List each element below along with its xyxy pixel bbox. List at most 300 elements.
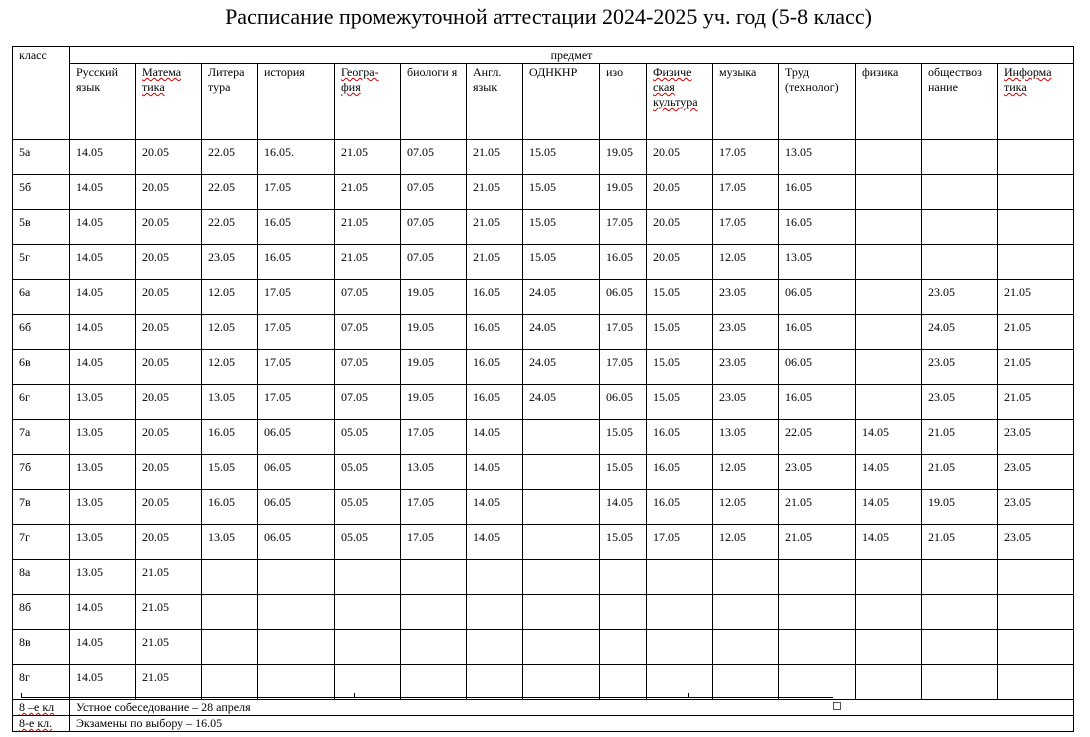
class-cell: 5г (13, 245, 70, 280)
ruler-tick (21, 693, 22, 698)
date-cell: 17.05 (401, 490, 467, 525)
date-cell: 14.05 (856, 420, 922, 455)
date-cell (713, 560, 779, 595)
date-cell: 21.05 (998, 280, 1074, 315)
date-cell: 14.05 (70, 595, 136, 630)
class-row (13, 280, 1074, 315)
date-cell: 14.05 (70, 350, 136, 385)
date-cell (523, 525, 600, 560)
date-cell: 14.05 (70, 315, 136, 350)
date-cell (467, 630, 523, 665)
date-cell: 06.05 (258, 525, 335, 560)
date-cell: 21.05 (998, 385, 1074, 420)
date-cell (401, 630, 467, 665)
date-cell (523, 665, 600, 700)
date-cell: 19.05 (600, 175, 647, 210)
date-cell (922, 245, 998, 280)
date-cell: 21.05 (779, 525, 856, 560)
subject-label: Русский язык (76, 65, 118, 94)
date-cell (922, 595, 998, 630)
date-cell (998, 560, 1074, 595)
date-cell: 23.05 (713, 280, 779, 315)
date-cell: 21.05 (335, 210, 401, 245)
class-cell: 5а (13, 140, 70, 175)
date-cell (202, 630, 258, 665)
class-row (13, 175, 1074, 210)
date-cell: 16.05 (467, 315, 523, 350)
date-cell: 21.05 (998, 350, 1074, 385)
date-cell (401, 560, 467, 595)
date-cell: 15.05 (202, 455, 258, 490)
date-cell: 15.05 (647, 280, 713, 315)
page-title: Расписание промежуточной аттестации 2024-2025 уч. год (5-8 класс) (225, 4, 872, 29)
subject-header (467, 64, 523, 140)
date-cell (856, 210, 922, 245)
date-cell: 20.05 (136, 245, 202, 280)
date-cell: 13.05 (713, 420, 779, 455)
date-cell: 17.05 (258, 385, 335, 420)
date-cell (856, 595, 922, 630)
date-cell: 23.05 (713, 315, 779, 350)
date-cell (401, 595, 467, 630)
date-cell: 14.05 (70, 665, 136, 700)
date-cell: 06.05 (600, 280, 647, 315)
date-cell: 19.05 (401, 315, 467, 350)
date-cell: 12.05 (713, 245, 779, 280)
date-cell: 24.05 (523, 385, 600, 420)
date-cell: 23.05 (202, 245, 258, 280)
class-row (13, 315, 1074, 350)
date-cell: 19.05 (401, 385, 467, 420)
date-cell: 21.05 (467, 175, 523, 210)
date-cell: 05.05 (335, 490, 401, 525)
date-cell: 06.05 (258, 420, 335, 455)
date-cell: 24.05 (523, 280, 600, 315)
date-cell (856, 630, 922, 665)
date-cell: 23.05 (998, 490, 1074, 525)
date-cell: 12.05 (202, 350, 258, 385)
date-cell: 16.05 (202, 420, 258, 455)
date-cell: 15.05 (523, 140, 600, 175)
date-cell: 13.05 (70, 560, 136, 595)
date-cell: 17.05 (258, 175, 335, 210)
date-cell (523, 455, 600, 490)
date-cell: 16.05 (779, 315, 856, 350)
subject-label: Информа тика (1004, 65, 1052, 94)
date-cell (467, 560, 523, 595)
date-cell: 16.05 (202, 490, 258, 525)
class-cell: 7г (13, 525, 70, 560)
class-cell: 8г (13, 665, 70, 700)
date-cell: 21.05 (467, 210, 523, 245)
header-row (13, 47, 1074, 64)
date-cell (335, 560, 401, 595)
date-cell: 22.05 (202, 140, 258, 175)
date-cell (713, 665, 779, 700)
date-cell (713, 595, 779, 630)
date-cell: 07.05 (335, 315, 401, 350)
date-cell (713, 630, 779, 665)
class-cell: 8б (13, 595, 70, 630)
date-cell: 20.05 (136, 525, 202, 560)
date-cell: 21.05 (779, 490, 856, 525)
date-cell (258, 560, 335, 595)
subject-label: биологи я (407, 65, 458, 79)
class-row (13, 665, 1074, 700)
date-cell (202, 595, 258, 630)
date-cell (401, 665, 467, 700)
date-cell (600, 665, 647, 700)
date-cell: 14.05 (70, 280, 136, 315)
class-cell: 6в (13, 350, 70, 385)
subject-header (647, 64, 713, 140)
ruler-tick (354, 693, 355, 698)
date-cell: 20.05 (136, 490, 202, 525)
date-cell: 17.05 (258, 315, 335, 350)
date-cell: 21.05 (467, 140, 523, 175)
class-header-cell: класс (13, 47, 70, 140)
date-cell (647, 630, 713, 665)
date-cell: 12.05 (713, 525, 779, 560)
class-cell: 7в (13, 490, 70, 525)
date-cell: 23.05 (713, 385, 779, 420)
date-cell: 12.05 (202, 315, 258, 350)
date-cell (922, 665, 998, 700)
date-cell: 21.05 (467, 245, 523, 280)
class-row (13, 140, 1074, 175)
class-row (13, 420, 1074, 455)
date-cell: 20.05 (647, 140, 713, 175)
subject-label: Англ. язык (473, 65, 502, 94)
date-cell: 19.05 (922, 490, 998, 525)
date-cell (335, 595, 401, 630)
date-cell: 20.05 (647, 245, 713, 280)
class-row (13, 210, 1074, 245)
date-cell: 14.05 (467, 420, 523, 455)
date-cell: 16.05 (647, 490, 713, 525)
date-cell: 07.05 (401, 210, 467, 245)
date-cell: 24.05 (922, 315, 998, 350)
date-cell: 14.05 (856, 490, 922, 525)
date-cell (856, 280, 922, 315)
subject-label: история (264, 65, 305, 79)
date-cell: 17.05 (258, 350, 335, 385)
class-row (13, 560, 1074, 595)
date-cell (998, 140, 1074, 175)
date-cell: 21.05 (136, 560, 202, 595)
date-cell: 16.05. (258, 140, 335, 175)
date-cell: 15.05 (523, 175, 600, 210)
date-cell: 21.05 (922, 455, 998, 490)
date-cell: 14.05 (70, 175, 136, 210)
date-cell: 20.05 (136, 210, 202, 245)
date-cell: 20.05 (136, 175, 202, 210)
date-cell: 14.05 (856, 455, 922, 490)
date-cell: 16.05 (258, 245, 335, 280)
date-cell: 21.05 (136, 665, 202, 700)
date-cell: 13.05 (779, 245, 856, 280)
date-cell: 20.05 (136, 280, 202, 315)
class-cell: 8в (13, 630, 70, 665)
date-cell (922, 560, 998, 595)
date-cell: 13.05 (70, 420, 136, 455)
date-cell: 15.05 (647, 315, 713, 350)
date-cell (856, 350, 922, 385)
date-cell: 21.05 (335, 245, 401, 280)
date-cell (523, 420, 600, 455)
date-cell (998, 630, 1074, 665)
note-label-text: 8 –е кл (19, 700, 55, 714)
date-cell (922, 140, 998, 175)
subject-header (202, 64, 258, 140)
date-cell: 14.05 (467, 490, 523, 525)
class-row (13, 385, 1074, 420)
subject-header (70, 64, 136, 140)
subject-label: обществоз нание (928, 65, 982, 94)
date-cell: 13.05 (70, 455, 136, 490)
date-cell: 20.05 (136, 385, 202, 420)
date-cell (856, 315, 922, 350)
date-cell: 06.05 (779, 350, 856, 385)
date-cell: 07.05 (335, 385, 401, 420)
date-cell: 15.05 (600, 525, 647, 560)
subject-header (401, 64, 467, 140)
date-cell: 16.05 (779, 210, 856, 245)
class-cell: 8а (13, 560, 70, 595)
subject-label: Матема тика (142, 65, 182, 94)
date-cell: 19.05 (401, 350, 467, 385)
subject-header (922, 64, 998, 140)
date-cell: 16.05 (467, 385, 523, 420)
note-text: Устное собеседование – 28 апреля (70, 700, 1074, 716)
date-cell: 16.05 (467, 350, 523, 385)
subject-header-cell: предмет (70, 47, 1074, 64)
date-cell: 17.05 (713, 210, 779, 245)
ruler-line (21, 697, 833, 698)
subject-header (856, 64, 922, 140)
date-cell: 20.05 (647, 210, 713, 245)
schedule-table (12, 46, 1074, 732)
date-cell (779, 665, 856, 700)
date-cell: 06.05 (779, 280, 856, 315)
date-cell: 14.05 (856, 525, 922, 560)
date-cell: 16.05 (600, 245, 647, 280)
date-cell: 16.05 (647, 420, 713, 455)
date-cell: 22.05 (202, 175, 258, 210)
date-cell (998, 595, 1074, 630)
date-cell: 14.05 (70, 140, 136, 175)
date-cell (856, 245, 922, 280)
date-cell (202, 665, 258, 700)
date-cell: 22.05 (202, 210, 258, 245)
note-label (13, 716, 70, 732)
date-cell (600, 560, 647, 595)
class-cell: 6г (13, 385, 70, 420)
date-cell: 22.05 (779, 420, 856, 455)
note-label (13, 700, 70, 716)
subject-header (136, 64, 202, 140)
date-cell: 21.05 (335, 175, 401, 210)
date-cell (998, 210, 1074, 245)
date-cell (335, 665, 401, 700)
date-cell: 17.05 (401, 420, 467, 455)
date-cell: 12.05 (202, 280, 258, 315)
date-cell (922, 210, 998, 245)
class-row (13, 350, 1074, 385)
date-cell (856, 140, 922, 175)
subject-header (335, 64, 401, 140)
date-cell: 21.05 (922, 420, 998, 455)
date-cell (523, 560, 600, 595)
date-cell: 17.05 (713, 140, 779, 175)
date-cell: 13.05 (70, 490, 136, 525)
date-cell (523, 490, 600, 525)
note-text: Экзамены по выбору – 16.05 (70, 716, 1074, 732)
date-cell: 07.05 (335, 280, 401, 315)
class-cell: 6б (13, 315, 70, 350)
date-cell (998, 175, 1074, 210)
date-cell: 06.05 (258, 455, 335, 490)
date-cell: 20.05 (136, 140, 202, 175)
date-cell: 24.05 (523, 350, 600, 385)
date-cell: 23.05 (922, 280, 998, 315)
date-cell: 15.05 (600, 455, 647, 490)
date-cell (647, 595, 713, 630)
date-cell: 21.05 (136, 595, 202, 630)
date-cell (779, 595, 856, 630)
date-cell: 17.05 (600, 210, 647, 245)
date-cell: 23.05 (713, 350, 779, 385)
date-cell (202, 560, 258, 595)
date-cell: 13.05 (401, 455, 467, 490)
date-cell: 15.05 (523, 245, 600, 280)
class-cell: 7б (13, 455, 70, 490)
subject-names-row (13, 64, 1074, 140)
date-cell: 16.05 (779, 385, 856, 420)
date-cell (998, 665, 1074, 700)
subject-header (713, 64, 779, 140)
subject-label: физика (862, 65, 899, 79)
date-cell (600, 595, 647, 630)
date-cell: 16.05 (258, 210, 335, 245)
date-cell: 20.05 (136, 455, 202, 490)
date-cell (856, 385, 922, 420)
date-cell: 15.05 (523, 210, 600, 245)
date-cell: 13.05 (202, 385, 258, 420)
date-cell (922, 175, 998, 210)
resize-handle[interactable] (833, 702, 841, 710)
class-cell: 5б (13, 175, 70, 210)
date-cell: 21.05 (136, 630, 202, 665)
subject-label: ОДНКНР (529, 65, 578, 79)
date-cell (258, 630, 335, 665)
date-cell: 23.05 (922, 385, 998, 420)
subject-label: Литера тура (208, 65, 245, 94)
date-cell: 24.05 (523, 315, 600, 350)
note-label-text: 8-е кл. (19, 716, 53, 730)
date-cell: 17.05 (647, 525, 713, 560)
date-cell: 16.05 (647, 455, 713, 490)
date-cell: 19.05 (401, 280, 467, 315)
class-cell: 6а (13, 280, 70, 315)
date-cell: 05.05 (335, 420, 401, 455)
date-cell: 12.05 (713, 490, 779, 525)
subject-label: Физиче ская культура (653, 65, 698, 109)
date-cell: 17.05 (713, 175, 779, 210)
date-cell: 23.05 (998, 525, 1074, 560)
date-cell (523, 595, 600, 630)
date-cell: 16.05 (779, 175, 856, 210)
date-cell: 14.05 (70, 210, 136, 245)
date-cell: 12.05 (713, 455, 779, 490)
subject-label: Труд (технолог) (785, 65, 839, 94)
date-cell: 05.05 (335, 525, 401, 560)
date-cell: 14.05 (600, 490, 647, 525)
class-row (13, 490, 1074, 525)
date-cell: 14.05 (70, 630, 136, 665)
class-row (13, 455, 1074, 490)
date-cell: 23.05 (998, 455, 1074, 490)
date-cell: 23.05 (922, 350, 998, 385)
date-cell: 06.05 (258, 490, 335, 525)
date-cell (922, 630, 998, 665)
date-cell: 17.05 (600, 315, 647, 350)
subject-label: Геогра- фия (341, 65, 379, 94)
subject-header (998, 64, 1074, 140)
date-cell: 13.05 (779, 140, 856, 175)
date-cell: 15.05 (647, 350, 713, 385)
subject-header (600, 64, 647, 140)
date-cell: 07.05 (335, 350, 401, 385)
date-cell: 07.05 (401, 175, 467, 210)
date-cell: 20.05 (136, 420, 202, 455)
date-cell (258, 595, 335, 630)
date-cell (523, 630, 600, 665)
date-cell: 20.05 (136, 315, 202, 350)
date-cell (779, 630, 856, 665)
date-cell: 23.05 (779, 455, 856, 490)
date-cell: 20.05 (647, 175, 713, 210)
date-cell: 06.05 (600, 385, 647, 420)
date-cell: 13.05 (202, 525, 258, 560)
date-cell: 05.05 (335, 455, 401, 490)
date-cell (467, 665, 523, 700)
date-cell: 17.05 (401, 525, 467, 560)
date-cell (856, 175, 922, 210)
class-row (13, 525, 1074, 560)
date-cell: 16.05 (467, 280, 523, 315)
date-cell (779, 560, 856, 595)
date-cell (467, 595, 523, 630)
class-cell: 5в (13, 210, 70, 245)
subject-header (258, 64, 335, 140)
note-row (13, 700, 1074, 716)
date-cell: 07.05 (401, 140, 467, 175)
subject-label: изо (606, 65, 624, 79)
date-cell: 14.05 (70, 245, 136, 280)
date-cell: 07.05 (401, 245, 467, 280)
date-cell (856, 560, 922, 595)
date-cell (647, 560, 713, 595)
date-cell: 23.05 (998, 420, 1074, 455)
subject-header (523, 64, 600, 140)
class-row (13, 245, 1074, 280)
date-cell: 21.05 (998, 315, 1074, 350)
date-cell: 17.05 (600, 350, 647, 385)
class-row (13, 630, 1074, 665)
date-cell: 13.05 (70, 385, 136, 420)
subject-label: музыка (719, 65, 757, 79)
